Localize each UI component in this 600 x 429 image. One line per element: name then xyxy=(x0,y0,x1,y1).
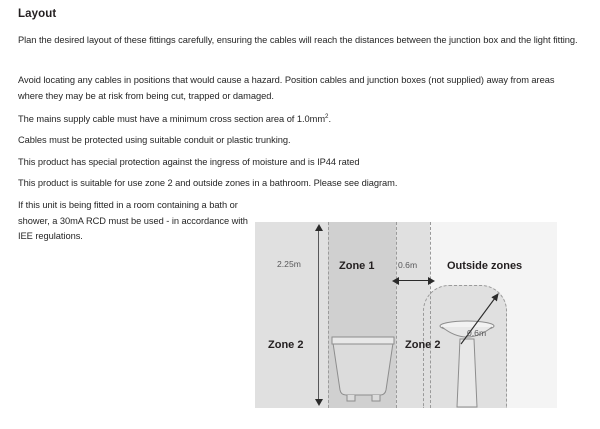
basin-radius-label: 0.6m xyxy=(467,328,487,338)
paragraph-conduit-trunking: Cables must be protected using suitable conduit or plastic trunking. xyxy=(18,135,291,145)
paragraph-cable-cross-section xyxy=(18,112,580,128)
paragraph-cable-hazards: Avoid locating any cables in positions that would cause a hazard. Position cables and junction boxes (not supplied) away from areas where they may be at risk from being cut, trapped or damaged. xyxy=(18,75,555,101)
paragraph-zone-suitability: This product is suitable for use zone 2 and outside zones in a bathroom. Please see diagram. xyxy=(18,178,398,188)
height-dimension-label: 2.25m xyxy=(277,259,301,269)
zone-1-label: Zone 1 xyxy=(339,260,375,272)
bathroom-zones-diagram xyxy=(255,222,557,408)
gap-dimension-label: 0.6m xyxy=(398,260,418,270)
paragraph-rcd-requirement: If this unit is being fitted in a room containing a bath or shower, a 30mA RCD must be used - in accordance with IEE regulations. xyxy=(18,200,248,241)
zone-2-right-label: Zone 2 xyxy=(405,339,441,351)
paragraph-cable-cross-section-period: . xyxy=(328,114,331,124)
page-title: Layout xyxy=(18,8,57,20)
paragraph-layout-planning: Plan the desired layout of these fittings carefully, ensuring the cables will reach the distances between the junction box and the light fitting. xyxy=(18,35,578,45)
paragraph-cable-cross-section-text: The mains supply cable must have a minimum cross section area of 1.0mm xyxy=(18,114,326,124)
gap-dimension-line xyxy=(397,280,430,281)
outside-zones-label: Outside zones xyxy=(447,260,523,272)
basin-radius-arrow xyxy=(255,222,557,408)
superscript-squared: 2 xyxy=(325,112,329,120)
paragraph-ip44-rating: This product has special protection against the ingress of moisture and is IP44 rated xyxy=(18,157,360,167)
height-dimension-line xyxy=(318,230,319,400)
zone-2-left-label: Zone 2 xyxy=(268,339,304,351)
